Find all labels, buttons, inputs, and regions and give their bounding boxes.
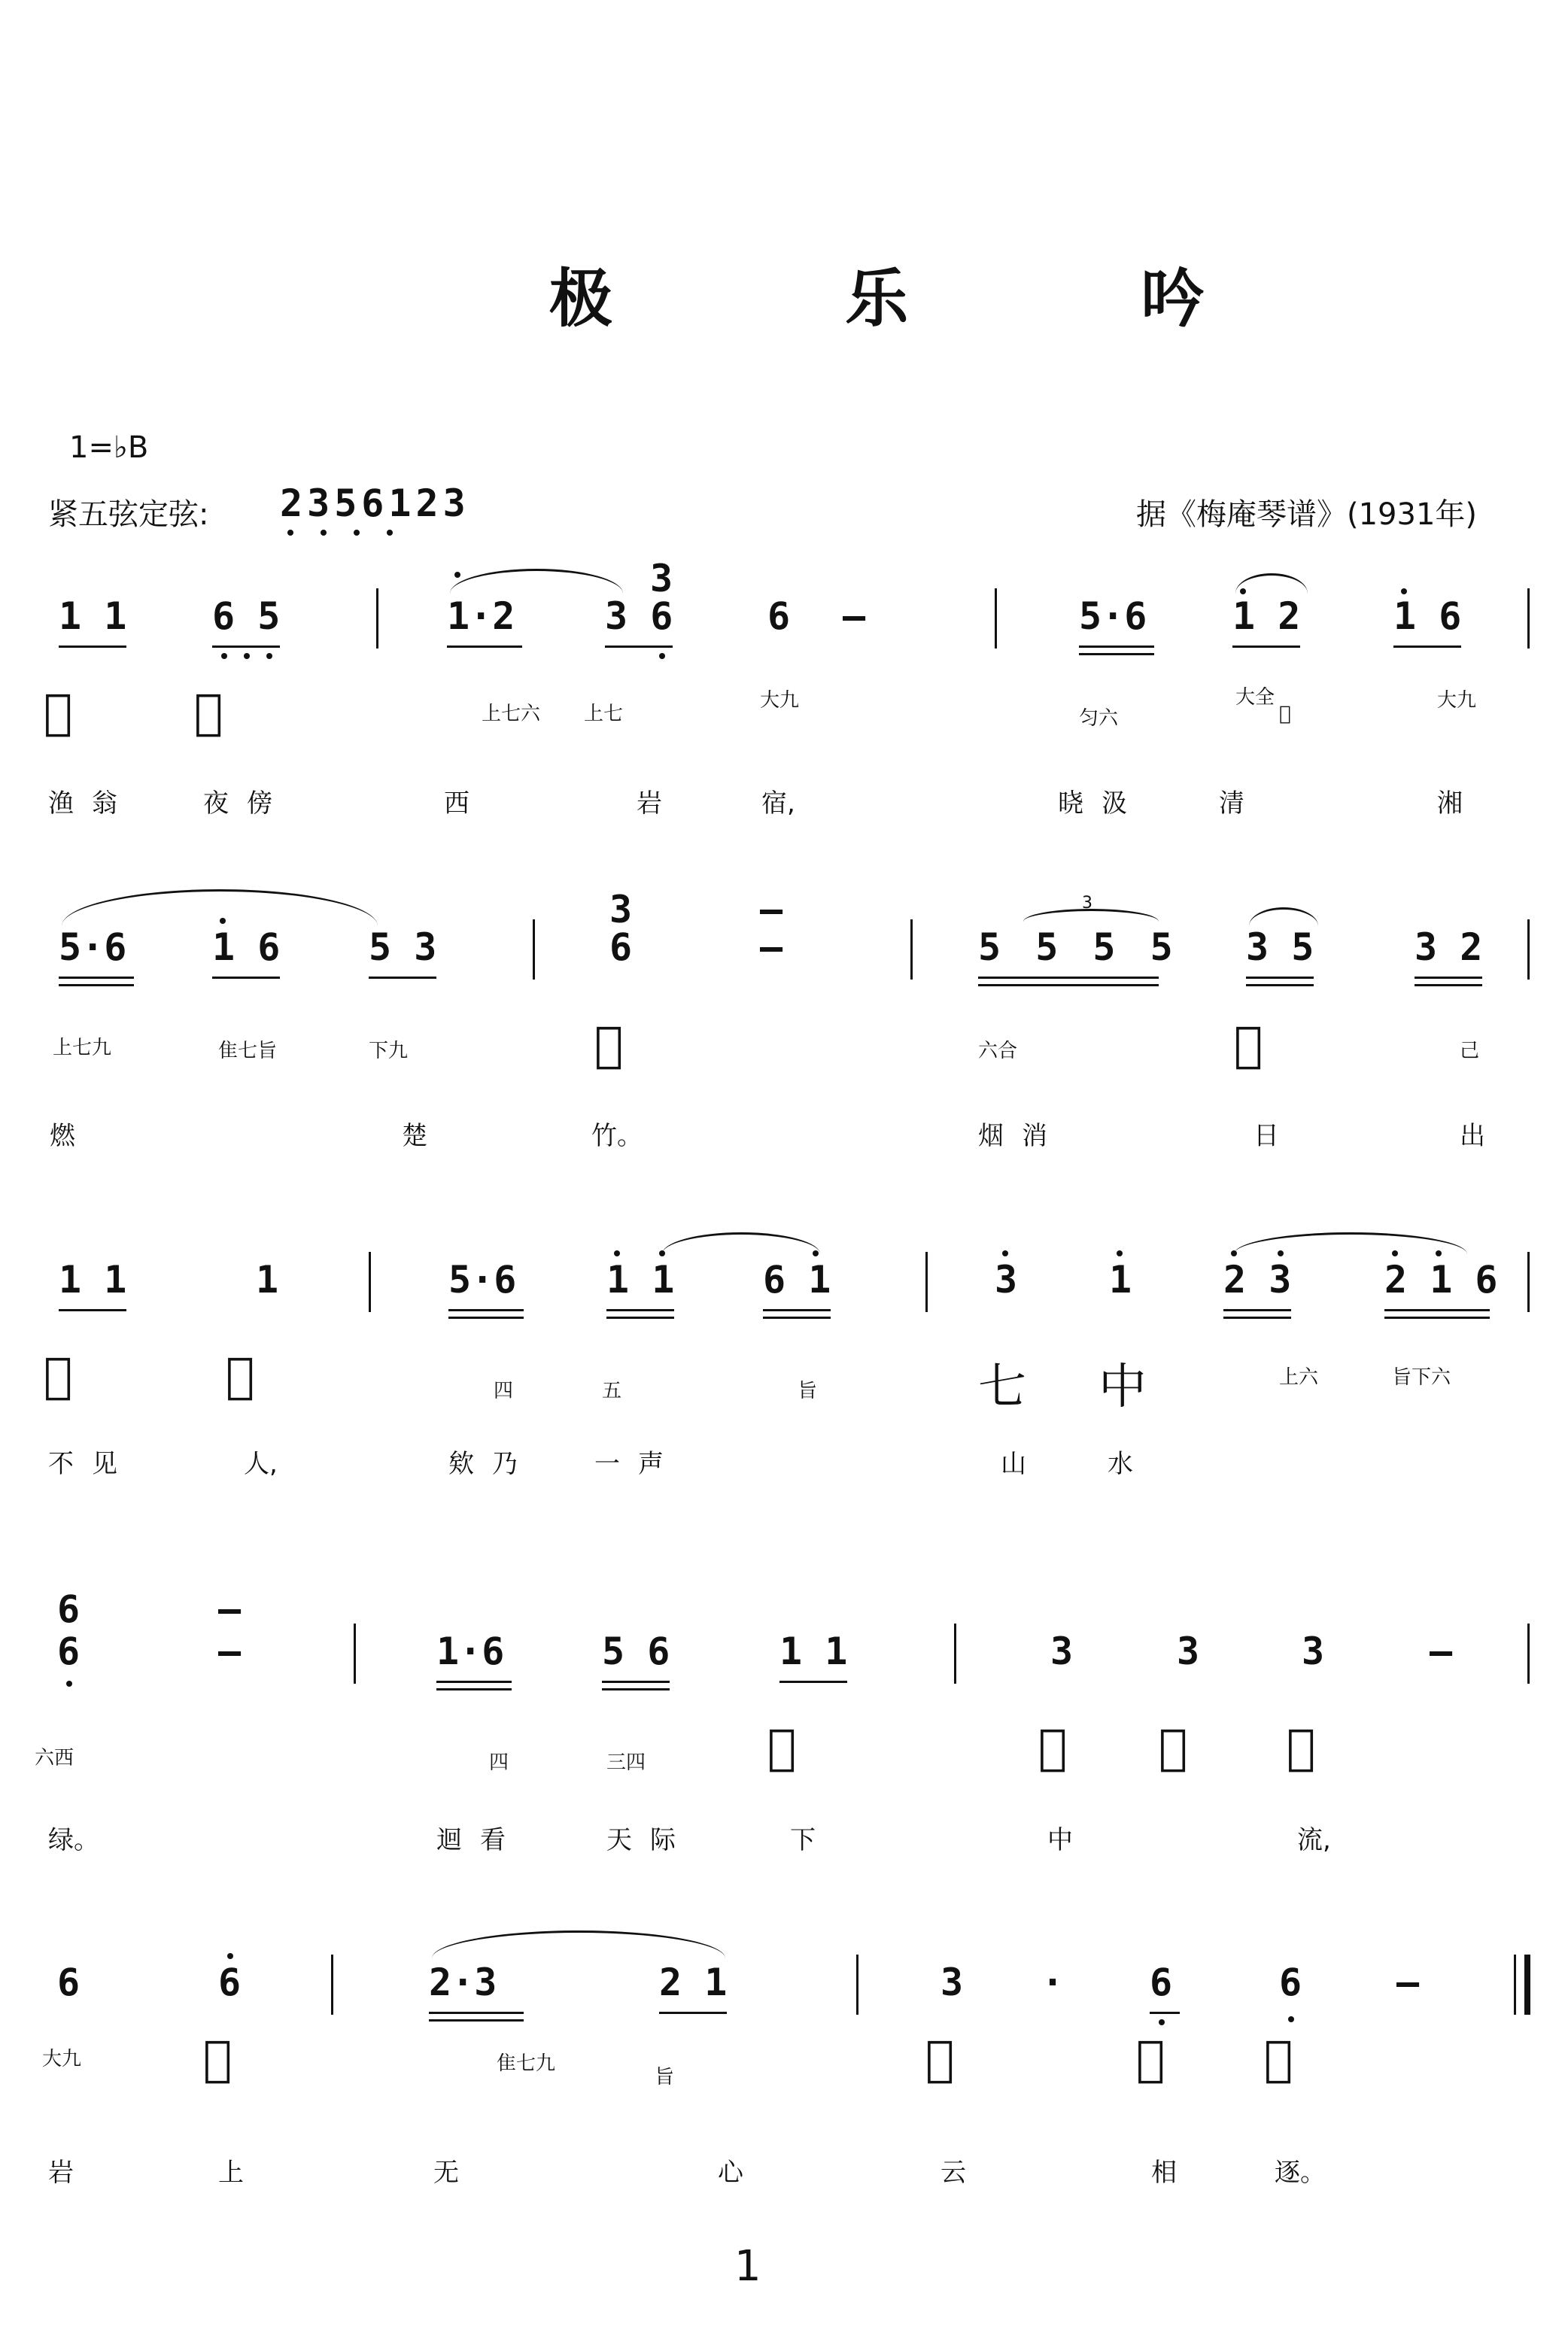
- lyric: 岩: [48, 2158, 74, 2188]
- note-group: 1: [256, 1258, 279, 1302]
- note-group: 6: [57, 1630, 81, 1673]
- tablature: 旨: [798, 1380, 818, 1402]
- note-group: 1·2: [447, 594, 515, 638]
- note-group: 1: [1109, 1258, 1132, 1302]
- lyric: 上: [218, 2158, 244, 2188]
- note-group: 1 1: [779, 1630, 848, 1673]
- tablature: 大九: [42, 2048, 82, 2070]
- source-citation: 据《梅庵琴谱》(1931年): [1136, 497, 1478, 532]
- upper-note: 3: [609, 888, 633, 931]
- note-group: 1 6: [212, 925, 281, 969]
- note-group: 1·6: [436, 1630, 505, 1673]
- lyric: 云: [940, 2158, 966, 2188]
- note-group: 5 3: [369, 925, 437, 969]
- lyric: 欸乃: [448, 1449, 536, 1479]
- lyric: 楚: [402, 1121, 427, 1151]
- lyric: 逐。: [1275, 2158, 1326, 2188]
- tablature: 上七六: [482, 703, 541, 725]
- lyric: 中: [1047, 1825, 1073, 1855]
- note-group: 3: [995, 1258, 1018, 1302]
- tablature: 中: [1099, 1359, 1147, 1415]
- page-number: 1: [734, 2242, 761, 2291]
- note-group: 3 2: [1415, 925, 1483, 969]
- note-group: 5·6: [448, 1258, 517, 1302]
- tablature: 𬻁: [594, 1017, 624, 1073]
- lyric: 晓汲: [1058, 788, 1145, 819]
- upper-note: 6: [57, 1587, 81, 1631]
- tablature: 𬻄: [226, 1348, 255, 1404]
- lyric: 迴看: [436, 1825, 524, 1855]
- note-group: 1 1: [606, 1258, 675, 1302]
- lyric: 岩: [637, 788, 662, 819]
- lyric: 天际: [606, 1825, 694, 1855]
- note-group: 2·3: [429, 1961, 497, 2004]
- note-group: 1 1: [59, 594, 127, 638]
- tablature: 四: [489, 1751, 509, 1774]
- lyric: 水: [1108, 1449, 1133, 1479]
- tablature: 𬻊: [925, 2031, 955, 2087]
- tablature: 上七: [584, 703, 624, 725]
- note-group: 3 5: [1246, 925, 1314, 969]
- note-group: 5 6: [602, 1630, 670, 1673]
- tablature: 𬻂: [1234, 1017, 1263, 1073]
- dash: —: [1396, 1961, 1420, 2004]
- note-group: 6: [1279, 1961, 1302, 2004]
- lyric: 一声: [594, 1449, 682, 1479]
- dot-rhythm: ·: [1041, 1961, 1065, 2004]
- lyric: 流,: [1297, 1825, 1331, 1855]
- tablature: 隹七旨: [218, 1040, 278, 1062]
- note-group: 2 1 6: [1384, 1258, 1498, 1302]
- note-group: 1 2: [1232, 594, 1301, 638]
- tablature: 旨: [655, 2066, 675, 2088]
- tablature: 三四: [606, 1751, 646, 1774]
- note-group: 2 1: [659, 1961, 728, 2004]
- lyric: 渔翁: [48, 788, 135, 819]
- note-group: 2 3: [1223, 1258, 1292, 1302]
- note-group: 6: [1150, 1961, 1173, 2004]
- lyric: 出: [1460, 1121, 1485, 1151]
- tuplet-mark: 3: [1082, 894, 1092, 913]
- tablature: 𬻋: [1136, 2031, 1165, 2087]
- tablature: 𬻀: [1279, 703, 1291, 725]
- tablature: 𬻅: [767, 1720, 797, 1776]
- tablature: 𬻈: [1287, 1720, 1316, 1776]
- note-group: 5 5 5 5: [978, 925, 1179, 969]
- tablature: 匀六: [1079, 707, 1119, 730]
- lyric: 宿,: [761, 788, 795, 819]
- lyric: 山: [1001, 1449, 1026, 1479]
- tablature: 四: [494, 1380, 514, 1402]
- dash: —: [760, 925, 783, 969]
- tablature: 七: [978, 1359, 1026, 1415]
- note-group: 6 5: [212, 594, 281, 638]
- tablature: 五: [602, 1380, 622, 1402]
- note-group: 1 1: [59, 1258, 127, 1302]
- lyric: 烟消: [978, 1121, 1065, 1151]
- tablature: 𬻃: [44, 1348, 73, 1404]
- note-group: 3: [940, 1961, 964, 2004]
- lyric: 燃: [50, 1121, 75, 1151]
- note-group: 6: [218, 1961, 242, 2004]
- tablature: 六合: [978, 1040, 1018, 1062]
- upper-dash: —: [218, 1587, 242, 1631]
- tablature: 𬺹: [194, 685, 223, 740]
- note-group: 3: [1302, 1630, 1325, 1673]
- tablature: 六西: [35, 1747, 74, 1769]
- lyric: 日: [1253, 1121, 1279, 1151]
- note-group: 5·6: [59, 925, 127, 969]
- tablature: 𬻌: [1264, 2031, 1293, 2087]
- lyric: 绿。: [48, 1825, 99, 1855]
- note-group: 3 6: [605, 594, 673, 638]
- lyric: 不见: [48, 1449, 135, 1479]
- note-group: 3: [1050, 1630, 1074, 1673]
- note-group: 1 6: [1393, 594, 1462, 638]
- tablature: 己: [1460, 1040, 1480, 1062]
- tablature: 旨下六: [1392, 1366, 1451, 1389]
- lyric: 竹。: [591, 1121, 643, 1151]
- lyric: 湘: [1437, 788, 1463, 819]
- tablature: 大九: [760, 689, 800, 712]
- lyric: 夜傍: [203, 788, 290, 819]
- tablature: 上七九: [53, 1037, 112, 1059]
- note-group: 6 1: [763, 1258, 831, 1302]
- tablature: 𬺸: [44, 685, 73, 740]
- tablature: 大全: [1235, 686, 1275, 709]
- dash: —: [218, 1630, 242, 1673]
- lyric: 无: [433, 2158, 459, 2188]
- tablature: 隹七九: [497, 2052, 556, 2075]
- dash: —: [1430, 1630, 1453, 1673]
- lyric: 西: [444, 788, 469, 819]
- tuning-notes: 2356123: [280, 481, 470, 525]
- note-group: 6: [57, 1961, 81, 2004]
- tablature: 下九: [369, 1040, 409, 1062]
- lyric: 心: [718, 2158, 743, 2188]
- key-signature: 1=♭B: [69, 430, 149, 465]
- tablature: 大九: [1437, 689, 1477, 712]
- tablature: 𬻇: [1159, 1720, 1188, 1776]
- tablature: 𬻉: [203, 2031, 232, 2087]
- page-title: 极 乐 吟: [549, 261, 1310, 336]
- note-group: 5·6: [1079, 594, 1147, 638]
- upper-dash: —: [760, 888, 783, 931]
- tablature: 𬻆: [1038, 1720, 1068, 1776]
- upper-note: 3: [650, 557, 673, 600]
- note-group: 6: [767, 594, 791, 638]
- note-group: 6: [609, 925, 633, 969]
- dash: —: [843, 594, 866, 638]
- lyric: 人,: [244, 1449, 278, 1479]
- tablature: 上六: [1279, 1366, 1319, 1389]
- note-group: 3: [1177, 1630, 1200, 1673]
- tuning-label: 紧五弦定弦:: [48, 497, 209, 532]
- lyric: 下: [790, 1825, 816, 1855]
- lyric: 清: [1219, 788, 1244, 819]
- lyric: 相: [1151, 2158, 1177, 2188]
